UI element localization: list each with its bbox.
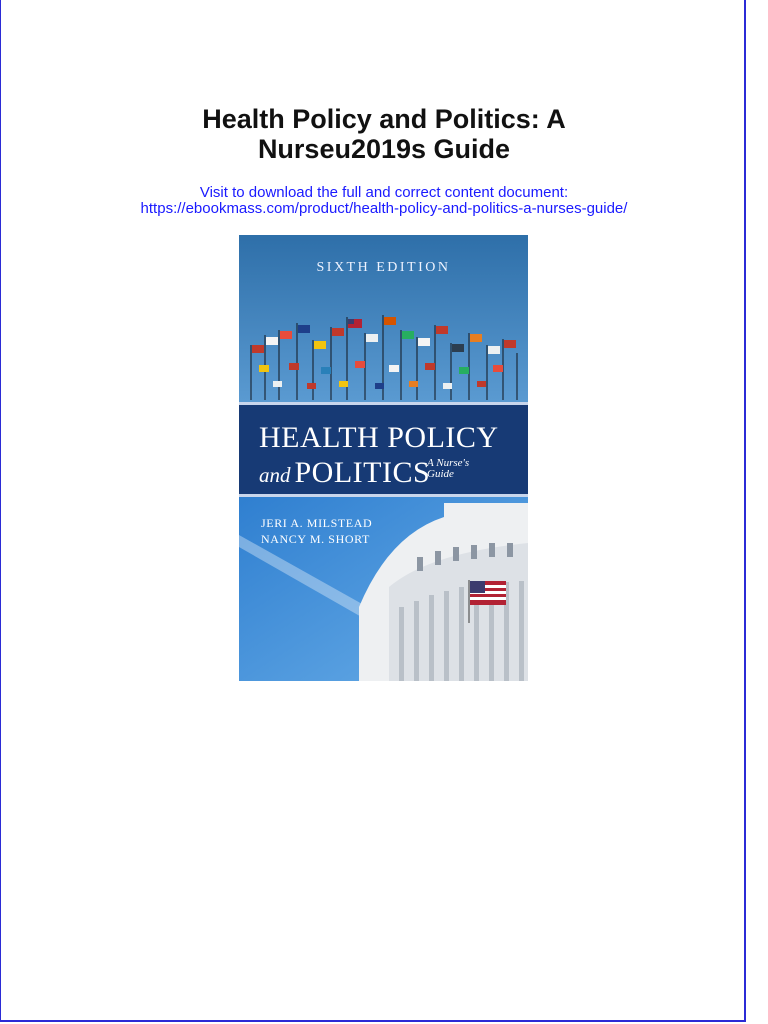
cover-authors (261, 515, 372, 547)
cover-subtitle (427, 458, 497, 480)
cover-title-band (239, 402, 528, 497)
cover-subtitle-line1: A Nurse's (427, 457, 470, 469)
cover-title-and: and (259, 463, 291, 487)
document-title (0, 104, 768, 164)
cover-author-1: JERI A. MILSTEAD (261, 516, 373, 530)
cover-title-politics: POLITICS (294, 456, 431, 489)
document-title-line2: Nurseu2019s Guide (257, 134, 511, 164)
cover-author-2: NANCY M. SHORT (261, 532, 370, 546)
cover-edition: SIXTH EDITION (316, 260, 451, 275)
download-link-block (0, 185, 768, 217)
document-title-line1: Health Policy and Politics: A (202, 104, 566, 134)
cover-subtitle-line2: Guide (427, 468, 454, 480)
cover-title-line1: HEALTH POLICY (259, 421, 499, 454)
download-text: Visit to download the full and correct content document: (199, 184, 569, 201)
cover-title-line2 (259, 456, 430, 490)
download-url-link[interactable]: https://ebookmass.com/product/health-policy-and-politics-a-nurses-guide/ (140, 200, 628, 217)
book-cover-image (239, 235, 528, 681)
